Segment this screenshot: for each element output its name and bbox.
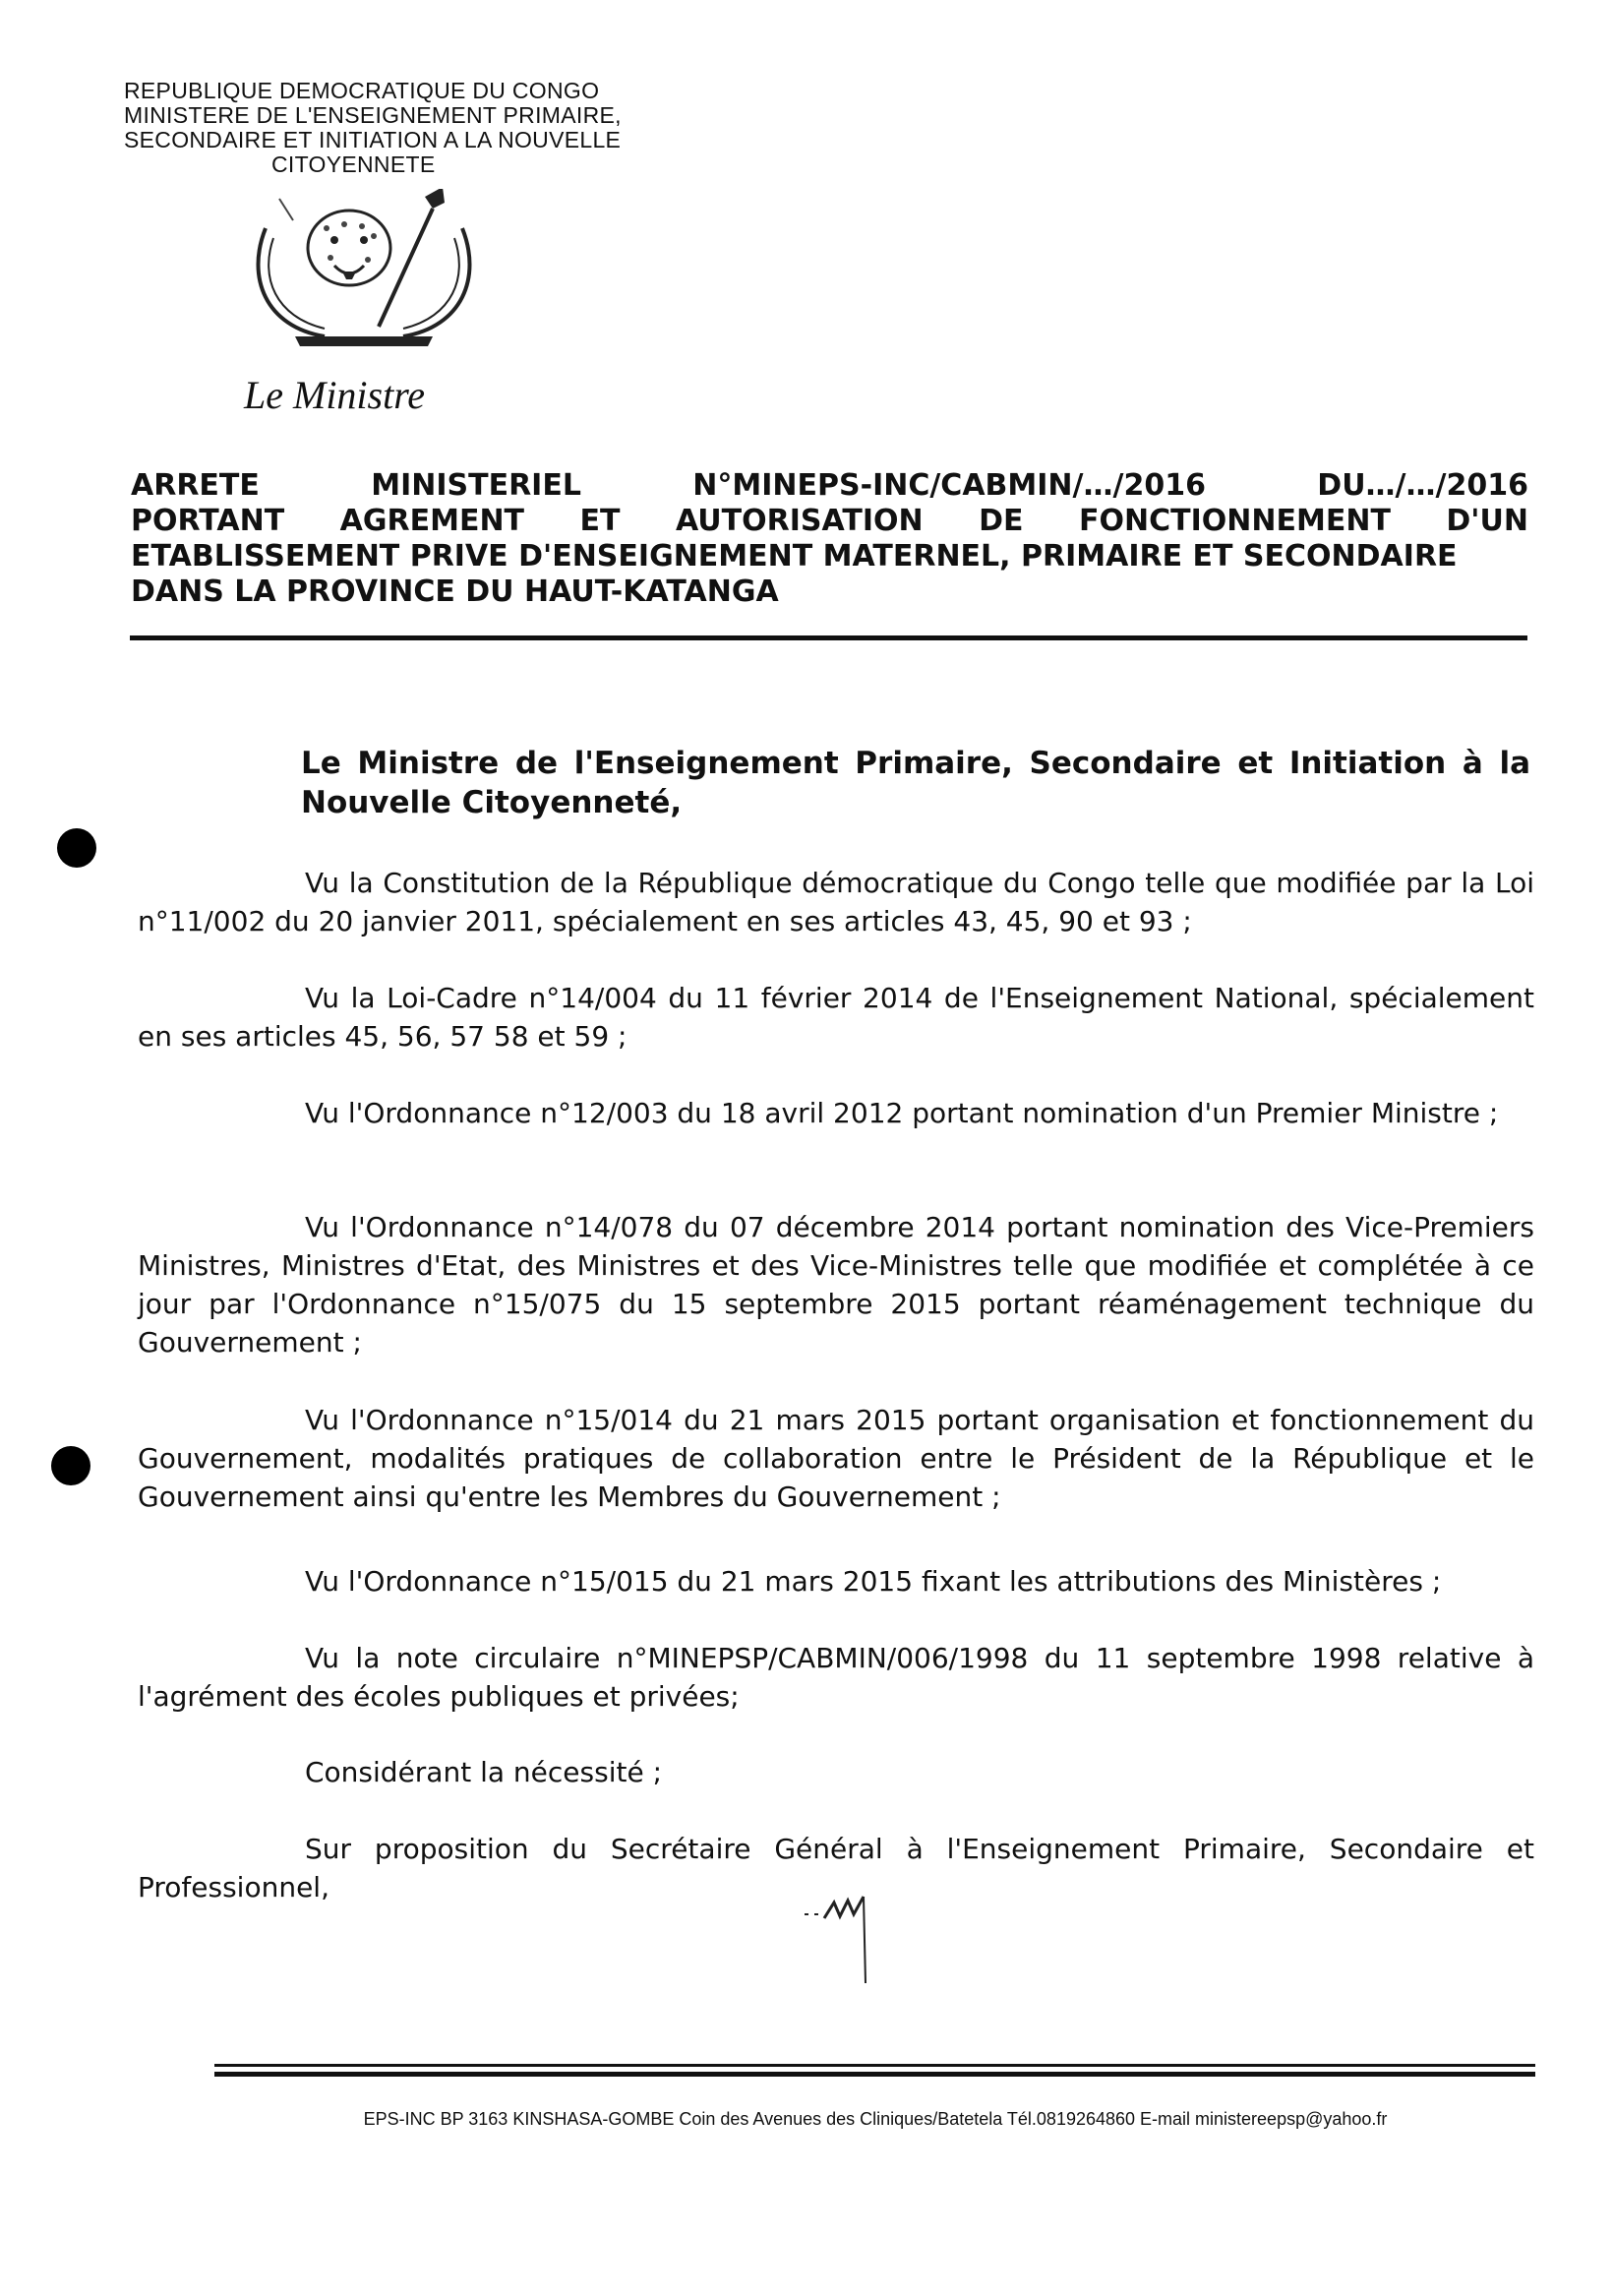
recital-paragraph	[138, 1208, 1534, 1361]
recital-text: Vu la Constitution de la République démocratique du Congo telle que modifiée par la Loi n°11/002 du 20 janvier 2011, spécialement en ses articles 43, 45, 90 et 93 ;	[138, 867, 1534, 937]
title-underline	[130, 635, 1527, 640]
minister-title: Le Ministre de l'Enseignement Primaire, Secondaire et Initiation à la Nouvelle Citoyenneté,	[301, 746, 1530, 820]
recital-text: Sur proposition du Secrétaire Général à l'Enseignement Primaire, Secondaire et Professionnel,	[138, 1833, 1534, 1903]
title-word: AUTORISATION	[676, 504, 924, 538]
punch-hole	[57, 828, 96, 868]
letterhead-line: SECONDAIRE ET INITIATION A LA NOUVELLE	[124, 127, 622, 152]
recital-paragraph	[138, 1401, 1534, 1516]
recital-paragraph	[138, 864, 1534, 940]
title-word: DE	[979, 504, 1024, 538]
title-word: ARRETE	[131, 468, 260, 503]
title-line-1	[131, 468, 1528, 504]
punch-hole	[51, 1446, 90, 1485]
recital-paragraph	[138, 979, 1534, 1056]
recital-paragraph	[138, 1094, 1534, 1132]
recital-text: Vu l'Ordonnance n°15/014 du 21 mars 2015 portant organisation et fonctionnement du Gouvernement, modalités pratiques de collaboration entre le Président de la République et le Gouvernement ainsi qu'entre les Membres du Gouvernement ;	[138, 1404, 1534, 1513]
letterhead-line: CITOYENNETE	[271, 151, 436, 177]
recital-text: Vu la note circulaire n°MINEPSP/CABMIN/006/1998 du 11 septembre 1998 relative à l'agrément des écoles publiques et privées;	[138, 1642, 1534, 1713]
recital-text: Vu l'Ordonnance n°15/015 du 21 mars 2015 fixant les attributions des Ministères ;	[305, 1565, 1442, 1598]
recital-text: Vu l'Ordonnance n°14/078 du 07 décembre 2014 portant nomination des Vice-Premiers Ministres, Ministres d'Etat, des Ministres et des Vice-Ministres telle que modifiée et complétée à ce jour par l'Ordonnance n°15/075 du 15 septembre 2015 portant réaménagement technique du Gouvernement ;	[138, 1211, 1534, 1359]
coat-of-arms-emblem	[236, 189, 492, 376]
title-line-2	[131, 504, 1528, 539]
recital-paragraph	[138, 1639, 1534, 1716]
recital-text: Considérant la nécessité ;	[305, 1756, 663, 1788]
decree-date: DU…/…/2016	[1317, 468, 1528, 503]
minister-label: Le Ministre	[244, 373, 426, 417]
recital-paragraph	[138, 1562, 1534, 1601]
letterhead	[124, 79, 694, 177]
title-line-3: ETABLISSEMENT PRIVE D'ENSEIGNEMENT MATERNEL, PRIMAIRE ET SECONDAIRE	[131, 539, 1458, 574]
decree-number: N°MINEPS-INC/CABMIN/…/2016	[692, 468, 1206, 503]
footer-address: EPS-INC BP 3163 KINSHASA-GOMBE Coin des Avenues des Cliniques/Batetela Tél.0819264860 E-mail ministereepsp@yahoo.fr	[363, 2109, 1388, 2129]
decree-title	[131, 468, 1528, 610]
recital-text: Vu l'Ordonnance n°12/003 du 18 avril 2012 portant nomination d'un Premier Ministre ;	[305, 1097, 1499, 1129]
letterhead-line: REPUBLIQUE DEMOCRATIQUE DU CONGO	[124, 78, 600, 103]
recital-paragraph	[138, 1753, 1534, 1791]
title-word: AGREMENT	[339, 504, 525, 538]
title-word: ET	[579, 504, 621, 538]
initials-paraph	[795, 1885, 893, 2003]
footer-rule	[214, 2064, 1535, 2067]
title-word: MINISTERIEL	[371, 468, 581, 503]
title-word: PORTANT	[131, 504, 285, 538]
footer-rule	[214, 2072, 1535, 2077]
title-word: D'UN	[1446, 504, 1528, 538]
letterhead-line: MINISTERE DE L'ENSEIGNEMENT PRIMAIRE,	[124, 102, 622, 128]
recital-text: Vu la Loi-Cadre n°14/004 du 11 février 2014 de l'Enseignement National, spécialement en ses articles 45, 56, 57 58 et 59 ;	[138, 982, 1534, 1053]
title-line-4: DANS LA PROVINCE DU HAUT-KATANGA	[131, 574, 779, 609]
title-word: FONCTIONNEMENT	[1079, 504, 1391, 538]
